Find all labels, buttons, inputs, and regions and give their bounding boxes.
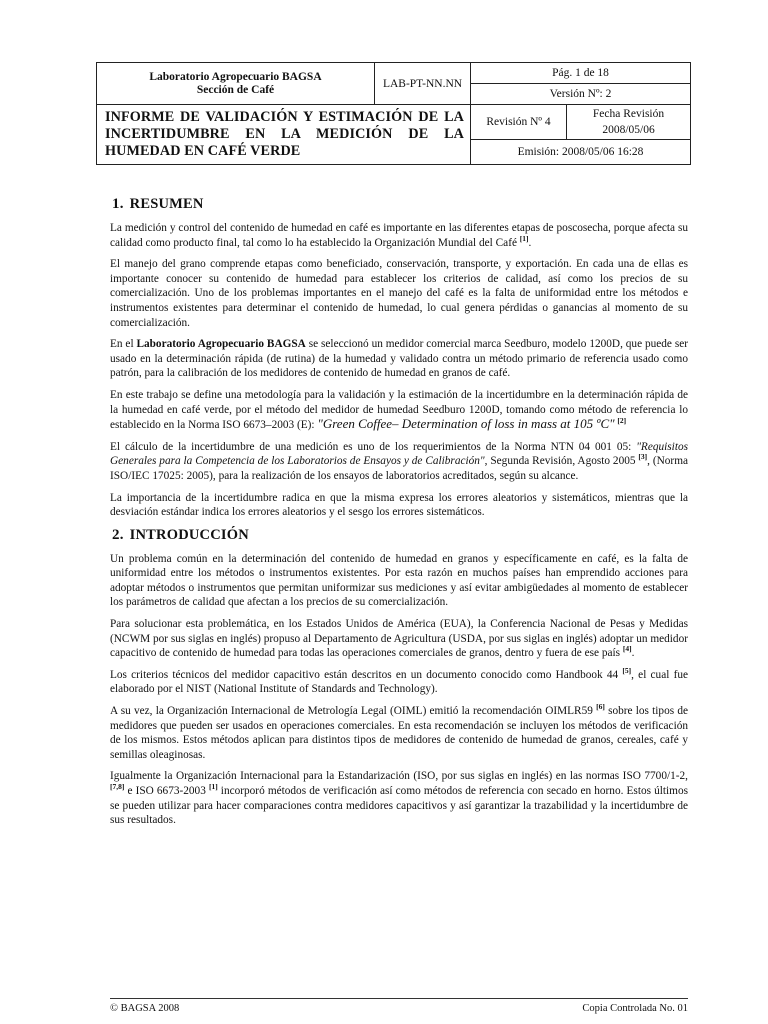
section-heading-resumen [112, 196, 688, 213]
paragraph: La medición y control del contenido de humedad en café es importante en las diferentes etapas de poscosecha, porque afecta su calidad como producto final, tal como lo ha establecido la Organización Mundial del Café [1]. [110, 222, 688, 249]
reference-mark: [6] [596, 702, 605, 712]
lab-section: Sección de Café [196, 83, 275, 96]
revision-number: Revisión Nº 4 [471, 105, 567, 140]
norm-title: "Requisitos Generales para la Competencia de los Laboratorios de Ensayos y de Calibración" [110, 440, 688, 468]
paragraph: Un problema común en la determinación del contenido de humedad en granos y específicamente en café, es la falta de uniformidad entre los métodos o instrumentos existentes. Por esta razón en muchos países han emprendido acciones para adoptar métodos o instrumentos que permitan uniformizar sus mediciones y así evitar ambigüedades al momento de establecer los parámetros de calidad que afectan a los precios de su comercialización. [110, 552, 688, 609]
reference-mark: [3] [638, 452, 648, 462]
revision-date-value: 2008/05/06 [602, 124, 655, 136]
reference-mark: [1] [519, 233, 529, 243]
document-title: INFORME DE VALIDACIÓN Y ESTIMACIÓN DE LA INCERTIDUMBRE EN LA MEDICIÓN DE LA HUMEDAD EN CAFÉ VERDE [97, 105, 471, 165]
lab-name: Laboratorio Agropecuario BAGSA [149, 70, 322, 83]
section-title: RESUMEN [129, 196, 204, 212]
paragraph: Igualmente la Organización Internacional para la Estandarización (ISO, por sus siglas en inglés) en las normas ISO 7700/1-2, [7,8] e ISO 6673-2003 [1] incorporó métodos de verificación así como métodos de referencia con secado en horno. Estos últimos se pueden utilizar para hacer comparaciones contra medidores capacitivos y así garantizar la trazabilidad y la incertidumbre de sus resultados. [110, 770, 689, 827]
paragraph: La importancia de la incertidumbre radica en que la misma expresa los errores aleatorios y sistemáticos, mientras que la desviación estándar indica los errores aleatorios y el sesgo los errores sistemáticos. [110, 491, 688, 519]
paragraph: En el Laboratorio Agropecuario BAGSA se seleccionó un medidor comercial marca Seedburo, modelo 1200D, que puede ser usado en la determinación rápida (de rutina) de la humedad y validado contra un método primario de referencia usado como patrón, para la calibración de los medidores de contenido de humedad en granos de café. [110, 338, 688, 380]
version-number: Versión Nº: 2 [471, 84, 691, 105]
section-title: INTRODUCCIÓN [129, 526, 249, 543]
section-number: 1. [112, 196, 124, 212]
reference-mark: [7,8] [110, 782, 125, 792]
paragraph: Los criterios técnicos del medidor capacitivo están descritos en un documento conocido como Handbook 44 [5], el cual fue elaborado por el NIST (National Institute of Standards and Technology). [110, 666, 688, 696]
paragraph: Para solucionar esta problemática, en los Estados Unidos de América (EUA), la Conferencia Nacional de Pesas y Medidas (NCWM por sus siglas en inglés) propuso al Departamento de Agricultura (USDA, por sus siglas en inglés) adoptar un medidor capacitivo de contenido de humedad para todas las operaciones comerciales de granos, dentro y fuera de ese país [4]. [110, 618, 688, 660]
document-header-table [96, 62, 691, 165]
footer-copy-control: Copia Controlada No. 01 [582, 1003, 688, 1014]
emission-date: Emisión: 2008/05/06 16:28 [471, 140, 691, 165]
reference-mark: [1] [208, 782, 218, 792]
paragraph: A su vez, la Organización Internacional de Metrología Legal (OIML) emitió la recomendación OIMLR59 [6] sobre los tipos de medidores que pueden ser usados en operaciones comerciales. En esta recomendación se incluyen los métodos de verificación de los mismos. Estos métodos aplican para distintos tipos de medidores de contenido de humedad de granos, cereales, café y semillas oleaginosas. [110, 702, 688, 761]
reference-mark: [4] [622, 644, 632, 654]
page-number: Pág. 1 de 18 [471, 63, 691, 84]
reference-mark: [2] [617, 416, 627, 426]
reference-mark: [5] [622, 666, 632, 676]
document-code: LAB-PT-NN.NN [375, 63, 471, 105]
section-number: 2. [112, 526, 124, 543]
paragraph: El manejo del grano comprende etapas como beneficiado, conservación, transporte, y exportación. En cada una de ellas es importante conocer su contenido de humedad para establecer los criterios de calidad, así como los precios de su comercialización. Uno de los problemas importantes en el manejo del café es la falta de uniformidad entre los métodos e instrumentos existentes para determinar el contenido de humedad, lo cual genera pérdidas o ganancias al momento de su comercialización. [110, 258, 688, 329]
section-heading-introduccion [112, 527, 688, 544]
footer-divider [110, 998, 688, 999]
revision-date-label: Fecha Revisión [592, 108, 665, 120]
footer-copyright: © BAGSA 2008 [110, 1003, 180, 1014]
paragraph: En este trabajo se define una metodología para la validación y la estimación de la incertidumbre en la determinación rápida de la humedad en café verde, por el método del medidor de humedad Seedburo 1200D, tomando como método de referencia lo establecido en la Norma ISO 6673–2003 (E): "Green Coffee– Determination of loss in mass at 105 ºC" [2] [110, 388, 688, 432]
lab-name-inline: Laboratorio Agropecuario BAGSA [136, 338, 306, 351]
norm-title: "Green Coffee– Determination of loss in mass at 105 ºC" [317, 416, 615, 432]
paragraph: El cálculo de la incertidumbre de una medición es uno de los requerimientos de la Norma NTN 04 001 05: "Requisitos Generales para la Competencia de los Laboratorios de Ensayos y de Calibración", Segunda Revisión, Agosto 2005 [3], (Norma ISO/IEC 17025: 2005), para la realización de los ensayos de laboratorios acreditados, según su alcance. [110, 440, 688, 482]
revision-date-cell [567, 105, 691, 140]
document-body [110, 196, 688, 835]
lab-name-cell [97, 63, 375, 105]
